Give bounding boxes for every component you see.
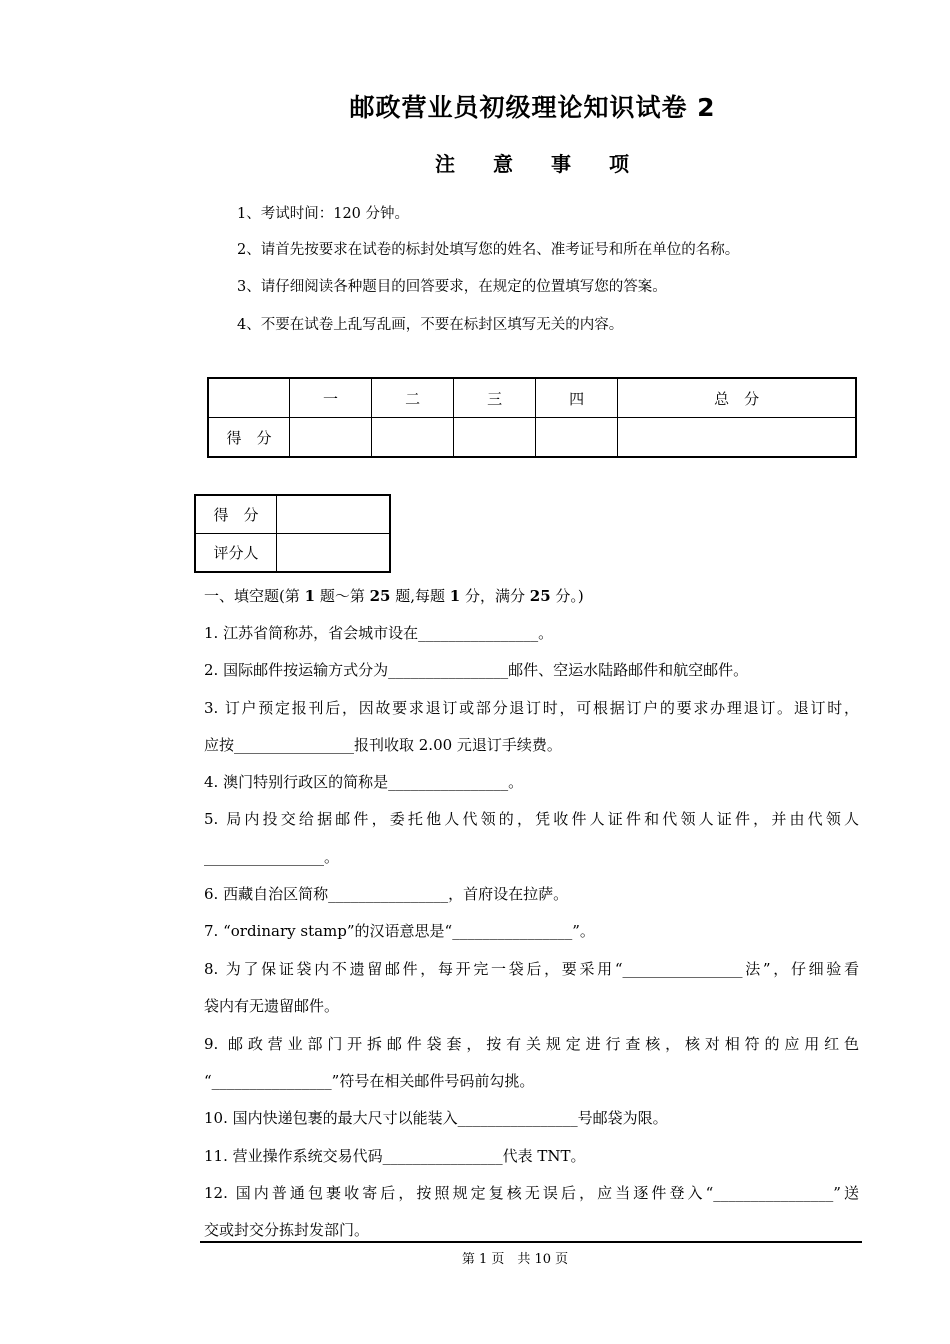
table-header-cell: 总 分 bbox=[618, 378, 856, 418]
grader-table bbox=[194, 494, 391, 573]
question-line: 5. 局内投交给据邮件，委托他人代领的，凭收件人证件和代领人证件，并由代领人 bbox=[204, 810, 859, 828]
question-line: 交或封交分拣封发部门。 bbox=[204, 1221, 370, 1239]
question-line: 9. 邮政营业部门开拆邮件袋套，按有关规定进行查核，核对相符的应用红色 bbox=[204, 1035, 859, 1053]
question-line: 12. 国内普通包裹收寄后，按照规定复核无误后，应当逐件登入“________________”送 bbox=[204, 1184, 859, 1202]
score-cell[interactable] bbox=[618, 418, 856, 458]
table-header-cell bbox=[208, 378, 290, 418]
page-number: 第 1 页 共 10 页 bbox=[461, 1252, 569, 1267]
question-line: 3. 订户预定报刊后，因故要求退订或部分退订时，可根据订户的要求办理退订。退订时， bbox=[204, 699, 859, 717]
section-title: 一、填空题(第 1 题～第 25 题,每题 1 分，满分 25 分。) bbox=[204, 587, 584, 605]
notice-item: 1、考试时间：120 分钟。 bbox=[237, 206, 410, 222]
question-line: 6. 西藏自治区简称________________，首府设在拉萨。 bbox=[204, 885, 569, 903]
question-line: “________________”符号在相关邮件号码前勾挑。 bbox=[204, 1072, 535, 1090]
score-label: 得 分 bbox=[195, 495, 277, 534]
notice-item: 4、不要在试卷上乱写乱画，不要在标封区填写无关的内容。 bbox=[237, 317, 624, 333]
notice-item: 2、请首先按要求在试卷的标封处填写您的姓名、准考证号和所在单位的名称。 bbox=[237, 242, 740, 258]
score-summary-table bbox=[207, 377, 857, 458]
score-cell[interactable] bbox=[536, 418, 618, 458]
score-row-label: 得 分 bbox=[208, 418, 290, 458]
question-line: 8. 为了保证袋内不遗留邮件，每开完一袋后，要采用“________________法”，仔细验看 bbox=[204, 960, 859, 978]
grader-label: 评分人 bbox=[195, 534, 277, 573]
notice-item: 3、请仔细阅读各种题目的回答要求，在规定的位置填写您的答案。 bbox=[237, 279, 667, 295]
table-header-cell: 二 bbox=[372, 378, 454, 418]
question-line: 10. 国内快递包裹的最大尺寸以能装入________________号邮袋为限。 bbox=[204, 1109, 668, 1127]
question-line: 应按________________报刊收取 2.00 元退订手续费。 bbox=[204, 736, 562, 754]
grader-cell[interactable] bbox=[277, 534, 391, 573]
table-header-cell: 一 bbox=[290, 378, 372, 418]
question-line: 4. 澳门特别行政区的简称是________________。 bbox=[204, 773, 524, 791]
table-header-cell: 四 bbox=[536, 378, 618, 418]
table-header-cell: 三 bbox=[454, 378, 536, 418]
score-cell[interactable] bbox=[290, 418, 372, 458]
score-cell[interactable] bbox=[372, 418, 454, 458]
question-line: ________________。 bbox=[204, 848, 340, 866]
score-cell[interactable] bbox=[454, 418, 536, 458]
footer-divider bbox=[200, 1241, 862, 1243]
question-line: 7. “ordinary stamp”的汉语意思是“________________”。 bbox=[204, 922, 595, 940]
notice-heading: 注意事项 bbox=[435, 152, 667, 176]
question-line: 2. 国际邮件按运输方式分为________________邮件、空运水陆路邮件和航空邮件。 bbox=[204, 661, 749, 679]
score-cell[interactable] bbox=[277, 495, 391, 534]
question-line: 袋内有无遗留邮件。 bbox=[204, 997, 340, 1015]
question-line: 1. 江苏省简称苏，省会城市设在________________。 bbox=[204, 624, 554, 642]
question-line: 11. 营业操作系统交易代码________________代表 TNT。 bbox=[204, 1147, 586, 1165]
page-title: 邮政营业员初级理论知识试卷 2 bbox=[349, 93, 716, 122]
